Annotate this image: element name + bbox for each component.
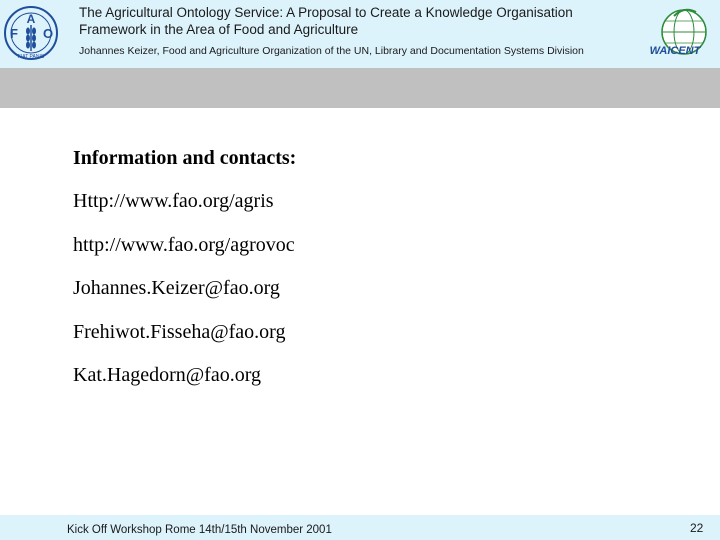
- contact-line-agris-url[interactable]: Http://www.fao.org/agris: [73, 190, 274, 212]
- presentation-title: The Agricultural Ontology Service: A Proposal to Create a Knowledge Organisation Framework in the Area of Food and Agriculture: [79, 5, 573, 37]
- fao-letter-o: O: [42, 26, 54, 41]
- contact-line-fisseha-email[interactable]: Frehiwot.Fisseha@fao.org: [73, 320, 286, 343]
- contact-line-agrovoc-url[interactable]: http://www.fao.org/agrovoc: [73, 233, 295, 256]
- presenter-affiliation: Johannes Keizer, Food and Agriculture Organization of the UN, Library and Documentation Systems Division: [79, 45, 584, 57]
- slide-body: [73, 144, 673, 405]
- fao-letter-f: F: [10, 26, 18, 41]
- fao-motto: FIAT PANIS: [17, 54, 45, 60]
- fao-emblem-icon: [3, 3, 59, 63]
- footer-event-text: Kick Off Workshop Rome 14th/15th November 2001: [67, 524, 332, 536]
- waicent-wordmark: WAICENT: [649, 45, 701, 57]
- waicent-globe-icon: [634, 2, 716, 66]
- contact-line-keizer-email[interactable]: Johannes.Keizer@fao.org: [73, 277, 280, 299]
- fao-letter-a: A: [26, 12, 36, 26]
- contact-line-hagedorn-email[interactable]: Kat.Hagedorn@fao.org: [73, 364, 261, 386]
- slide-header: [0, 0, 720, 68]
- page-number: 22: [690, 521, 704, 535]
- contacts-heading: Information and contacts:: [73, 147, 297, 169]
- slide-footer: [0, 515, 720, 540]
- header-divider-band: [0, 68, 720, 108]
